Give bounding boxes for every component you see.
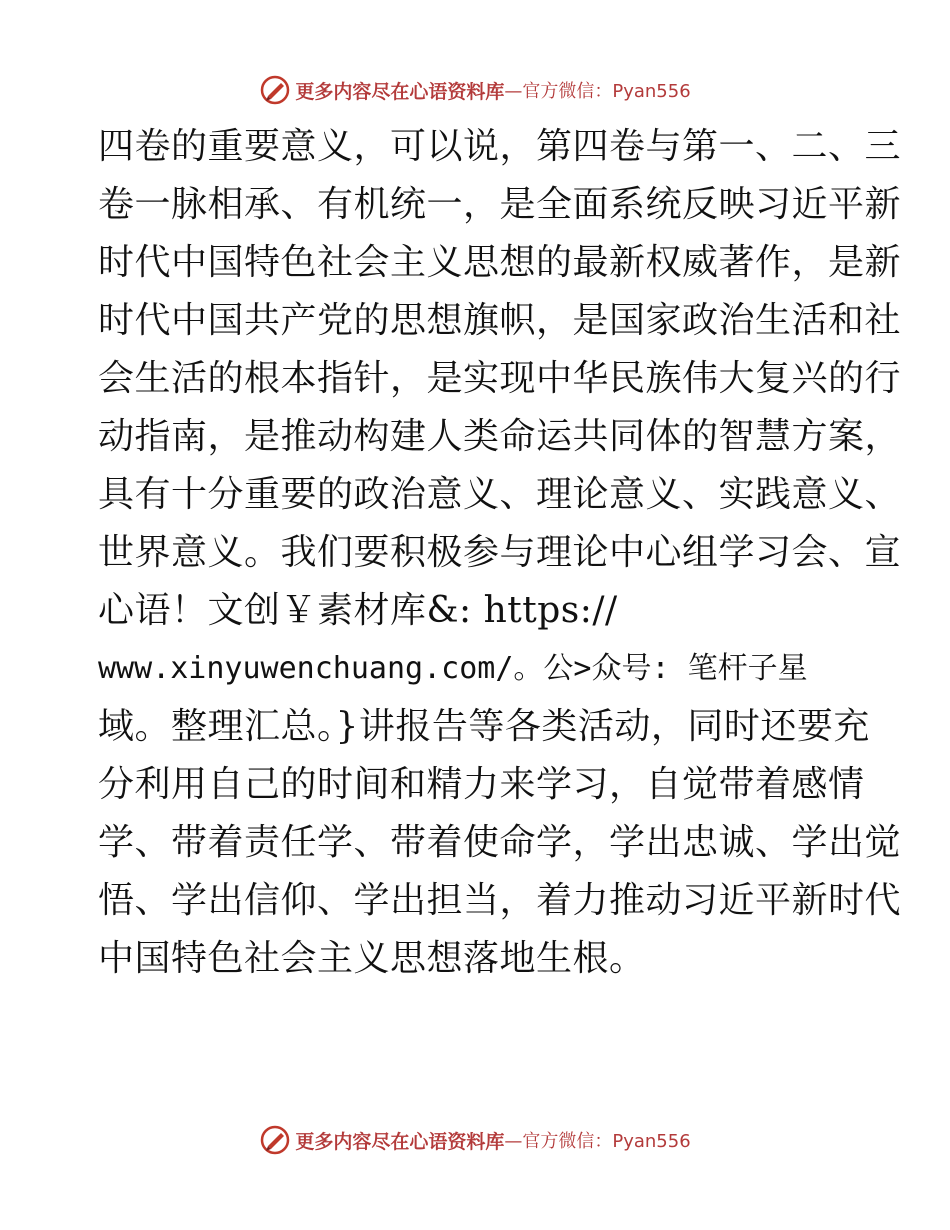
- text-line: 分利用自己的时间和精力来学习，自觉带着感情: [98, 764, 865, 805]
- document-body: [98, 118, 902, 988]
- text-line: 学、带着责任学、带着使命学，学出忠诚、学出觉: [98, 822, 902, 863]
- text-line: 中国特色社会主义思想落地生根。: [98, 938, 646, 979]
- text-line: 四卷的重要意义，可以说，第四卷与第一、二、三: [98, 126, 902, 167]
- text-line-url: www.xinyuwenchuang.com/。公>众号: 笔杆子星: [98, 651, 808, 686]
- banner-wechat: —官方微信：Pyan556: [504, 81, 691, 102]
- banner-title: 更多内容尽在心语资料库: [295, 80, 505, 103]
- text-line: 悟、学出信仰、学出担当，着力推动习近平新时代: [98, 880, 902, 921]
- footer-watermark-banner: [0, 1120, 950, 1160]
- text-line: 世界意义。我们要积极参与理论中心组学习会、宣: [98, 532, 902, 573]
- header-watermark-banner: [0, 70, 950, 110]
- text-line: 域。整理汇总。}讲报告等各类活动，同时还要充: [98, 706, 870, 747]
- banner-title: 更多内容尽在心语资料库: [295, 1130, 505, 1153]
- banner-wechat: —官方微信：Pyan556: [504, 1131, 691, 1152]
- text-line: 卷一脉相承、有机统一，是全面系统反映习近平新: [98, 184, 902, 225]
- text-line: 具有十分重要的政治意义、理论意义、实践意义、: [98, 474, 902, 515]
- text-line: 时代中国特色社会主义思想的最新权威著作，是新: [98, 242, 902, 283]
- text-line: 时代中国共产党的思想旗帜，是国家政治生活和社: [98, 300, 902, 341]
- pen-logo-icon: [259, 1124, 291, 1156]
- text-line: 会生活的根本指针，是实现中华民族伟大复兴的行: [98, 358, 902, 399]
- pen-logo-icon: [259, 74, 291, 106]
- text-line: 心语！文创￥素材库&: https://: [98, 590, 618, 631]
- text-line: 动指南，是推动构建人类命运共同体的智慧方案，: [98, 416, 902, 457]
